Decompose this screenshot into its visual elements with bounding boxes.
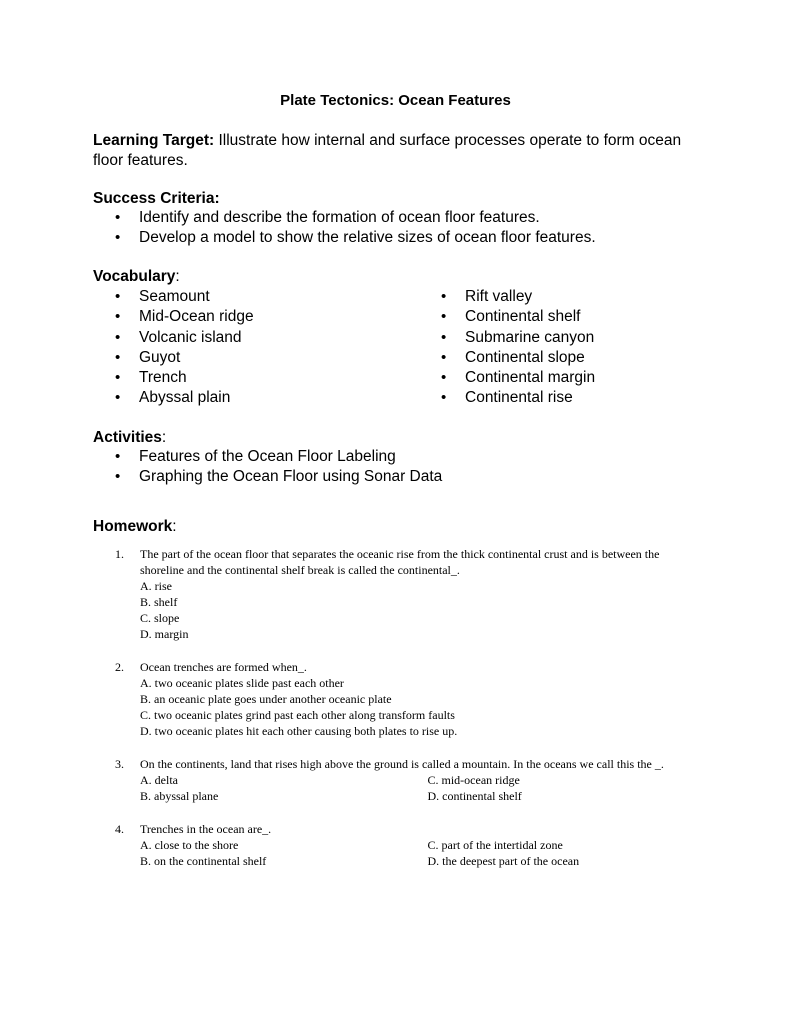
success-criteria-label: Success Criteria: [93,190,220,207]
list-item: • Graphing the Ocean Floor using Sonar Data [93,467,442,487]
answer-option: C. two oceanic plates grind past each other along transform faults [140,708,455,722]
activities-label: Activities [93,429,162,446]
list-item: • Guyot [93,348,254,368]
list-item: • Trench [93,368,254,388]
question-1 [115,546,715,642]
question-text: On the continents, land that rises high above the ground is called a mountain. In the oceans we call this the _. [140,757,664,771]
answer-option: A. rise [140,579,172,593]
answer-option: C. part of the intertidal zone [427,838,563,852]
success-criteria-list [93,208,596,249]
answer-option: C. mid-ocean ridge [427,773,520,787]
learning-target-label: Learning Target: [93,132,215,149]
activities-list [93,447,442,488]
vocabulary-list-right [419,287,595,409]
question-2 [115,659,715,739]
list-item: • Volcanic island [93,328,254,348]
list-item: • Seamount [93,287,254,307]
success-criteria-heading [93,189,220,209]
vocabulary-list-left [93,287,254,409]
answer-option: D. continental shelf [427,789,522,803]
answer-option: B. shelf [140,595,178,609]
vocabulary-label: Vocabulary [93,268,176,285]
homework-questions [115,546,715,869]
list-item: • Continental shelf [419,307,595,327]
question-number: 4. [115,822,124,836]
question-text: Trenches in the ocean are_. [140,822,272,836]
question-4 [115,821,715,869]
vocabulary-heading [93,267,180,287]
list-item: • Continental slope [419,348,595,368]
homework-label: Homework [93,518,173,535]
list-item: • Continental margin [419,368,595,388]
list-item: • Mid-Ocean ridge [93,307,254,327]
question-text: The part of the ocean floor that separates the oceanic rise from the thick continental crust and is between the shoreline and the continental shelf break is called the continental_. [140,547,660,577]
answer-option: B. an oceanic plate goes under another oceanic plate [140,692,392,706]
activities-heading [93,428,166,448]
question-number: 3. [115,757,124,771]
activities-colon: : [161,429,167,446]
page-title: Plate Tectonics: Ocean Features [280,92,511,109]
list-item: • Rift valley [419,287,595,307]
answer-option: C. slope [140,611,180,625]
learning-target-text: Illustrate how internal and surface processes operate to form ocean floor features. [93,132,682,169]
list-item: • Continental rise [419,388,595,408]
learning-target [93,131,693,171]
question-3 [115,756,715,804]
answer-option: D. margin [140,627,189,641]
answer-option: B. on the continental shelf [140,854,267,868]
question-number: 1. [115,547,124,561]
list-item: • Abyssal plain [93,388,254,408]
homework-heading [93,517,177,537]
answer-option: D. two oceanic plates hit each other causing both plates to rise up. [140,724,458,738]
vocabulary-colon: : [175,268,180,285]
answer-option: A. delta [140,773,178,787]
list-item: • Identify and describe the formation of ocean floor features. [93,208,596,228]
question-text: Ocean trenches are formed when_. [140,660,307,674]
answer-option: D. the deepest part of the ocean [427,854,580,868]
answer-option: A. two oceanic plates slide past each other [140,676,344,690]
homework-colon: : [172,518,177,535]
list-item: • Develop a model to show the relative sizes of ocean floor features. [93,228,596,248]
answer-option: A. close to the shore [140,838,239,852]
question-number: 2. [115,660,124,674]
list-item: • Features of the Ocean Floor Labeling [93,447,442,467]
answer-option: B. abyssal plane [140,789,219,803]
list-item: • Submarine canyon [419,328,595,348]
